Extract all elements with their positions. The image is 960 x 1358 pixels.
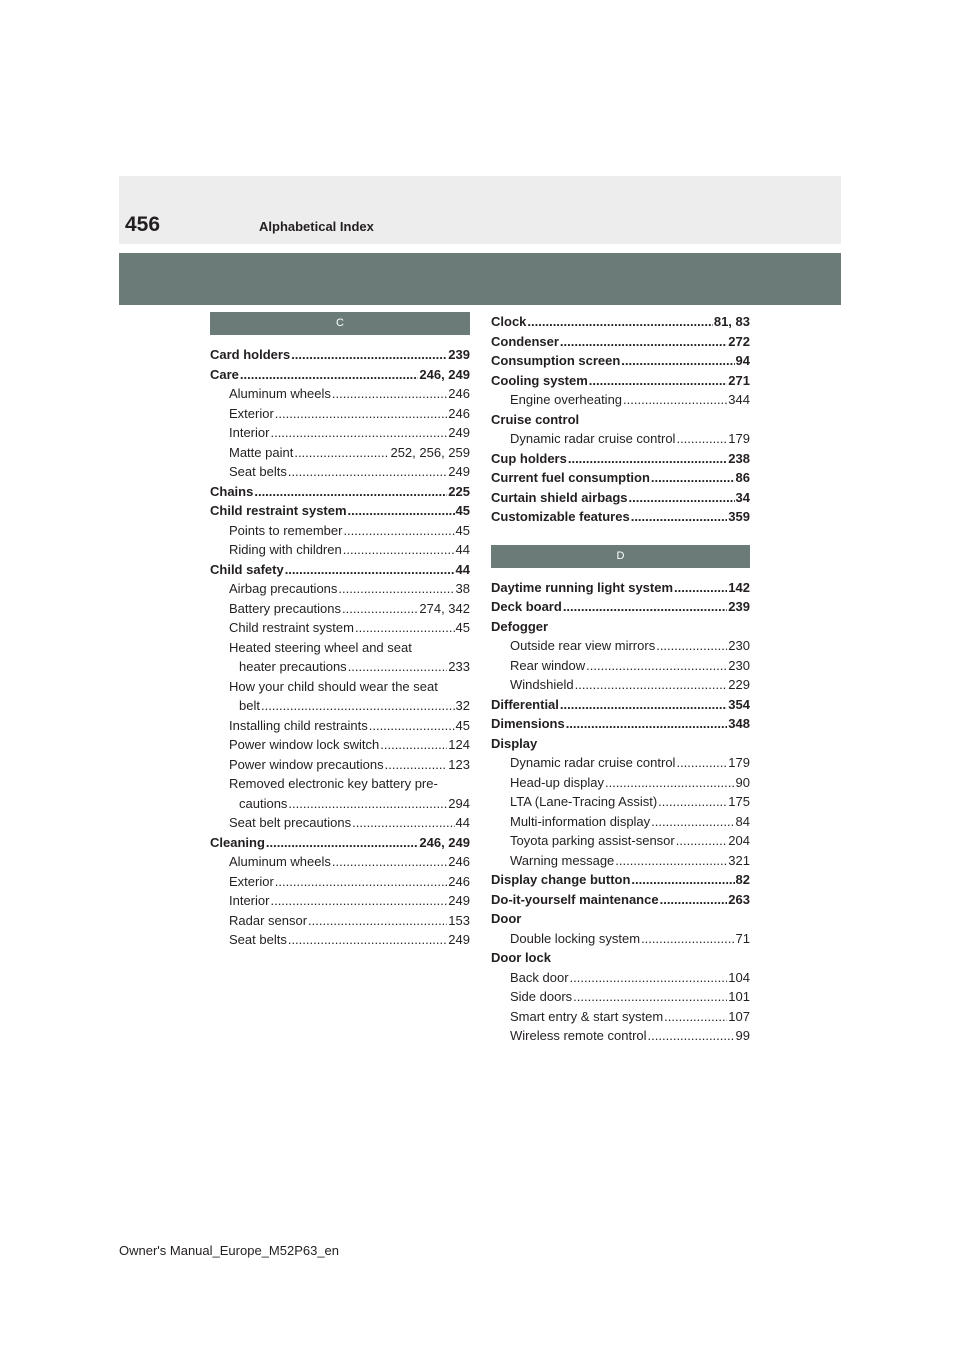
index-subentry xyxy=(210,677,470,697)
entry-label: Display xyxy=(491,735,538,751)
index-subentry xyxy=(210,540,470,560)
page-reference: 45 xyxy=(455,503,470,518)
dot-leader xyxy=(332,852,447,872)
page-reference: 348 xyxy=(728,716,750,731)
index-entry xyxy=(491,332,750,352)
entry-label: Door xyxy=(491,911,522,926)
dot-leader xyxy=(275,404,448,424)
page-reference: 86 xyxy=(735,470,750,485)
entry-label: Aluminum wheels xyxy=(229,854,331,869)
page-reference: 225 xyxy=(448,483,470,499)
page-reference: 263 xyxy=(728,891,750,907)
entry-label: Card holders xyxy=(210,347,291,362)
index-subentry xyxy=(491,1007,750,1027)
entry-label: Dynamic radar cruise control xyxy=(510,431,676,446)
entry-label: Child restraint system xyxy=(210,503,347,518)
index-subentry xyxy=(210,384,470,404)
dot-leader xyxy=(568,449,727,469)
index-subentry xyxy=(210,618,470,638)
dot-leader xyxy=(342,599,418,619)
page-reference: 44 xyxy=(455,542,470,557)
page-reference: 153 xyxy=(448,912,470,928)
dot-leader xyxy=(380,735,447,755)
page-reference: 249 xyxy=(448,425,470,440)
index-entry xyxy=(491,695,750,715)
index-subentry xyxy=(210,911,470,931)
dot-leader xyxy=(385,755,448,775)
entry-label: Cooling system xyxy=(491,372,588,388)
index-entry xyxy=(210,482,470,502)
entry-label: Daytime running light system xyxy=(491,579,674,595)
index-subentry xyxy=(210,930,470,950)
dot-leader xyxy=(343,521,454,541)
dot-leader xyxy=(615,851,727,871)
page-reference: 233 xyxy=(448,659,470,674)
entry-label: Installing child restraints xyxy=(229,717,368,733)
entry-label: Chains xyxy=(210,483,254,499)
entry-label: Dimensions xyxy=(491,716,565,731)
index-entry xyxy=(491,371,750,391)
dot-leader xyxy=(676,831,728,851)
page-reference: 294 xyxy=(448,795,470,811)
dot-leader xyxy=(651,812,734,832)
entry-label: Care xyxy=(210,366,239,382)
dot-leader xyxy=(288,794,447,814)
entry-label: Radar sensor xyxy=(229,912,308,928)
dot-leader xyxy=(629,488,735,508)
entry-label: Exterior xyxy=(229,873,274,889)
entry-label: How your child should wear the seat xyxy=(229,678,438,694)
page-reference: 354 xyxy=(728,696,750,712)
dot-leader xyxy=(355,618,455,638)
entry-label: Deck board xyxy=(491,599,562,614)
page-reference: 249 xyxy=(448,893,470,908)
page-reference: 246 xyxy=(448,405,470,421)
dot-leader xyxy=(656,636,727,656)
entry-label: Interior xyxy=(229,893,270,908)
dot-leader xyxy=(332,384,447,404)
dot-leader xyxy=(352,813,454,833)
entry-label: Differential xyxy=(491,696,559,712)
entry-label: Back door xyxy=(510,969,569,985)
letter-header-d: D xyxy=(491,545,750,568)
index-column-right xyxy=(491,312,750,1046)
dot-leader xyxy=(348,501,455,521)
index-entry xyxy=(210,365,470,385)
index-subentry xyxy=(210,638,470,658)
dot-leader xyxy=(369,716,455,736)
index-subentry xyxy=(210,443,470,463)
dot-leader xyxy=(343,540,455,560)
dot-leader xyxy=(631,870,734,890)
entry-label: Condenser xyxy=(491,333,559,349)
entry-label: Cruise control xyxy=(491,411,580,427)
entry-label: LTA (Lane-Tracing Assist) xyxy=(510,794,658,809)
index-subentry xyxy=(210,521,470,541)
index-subentry xyxy=(491,773,750,793)
index-subentry xyxy=(210,774,470,794)
page-reference: 179 xyxy=(728,431,750,446)
index-entry xyxy=(491,870,750,890)
entry-label: Exterior xyxy=(229,405,274,421)
page-reference: 272 xyxy=(728,333,750,349)
index-subentry xyxy=(210,716,470,736)
page-reference: 123 xyxy=(448,756,470,772)
index-subentry xyxy=(210,872,470,892)
index-entry xyxy=(210,501,470,521)
index-subentry xyxy=(210,813,470,833)
entry-label: Power window precautions xyxy=(229,756,384,772)
index-entry xyxy=(491,449,750,469)
dot-leader xyxy=(294,443,389,463)
page-reference: 101 xyxy=(728,989,750,1004)
entry-label: Battery precautions xyxy=(229,600,342,616)
dot-leader xyxy=(658,792,727,812)
index-subentry xyxy=(210,755,470,775)
index-subentry xyxy=(210,794,470,814)
dot-leader xyxy=(291,345,447,365)
dot-leader xyxy=(338,579,454,599)
header-band xyxy=(119,176,841,244)
page-reference: 45 xyxy=(455,522,470,538)
index-subentry xyxy=(210,423,470,443)
entry-label: Removed electronic key battery pre- xyxy=(229,776,438,791)
entry-label: Do-it-yourself maintenance xyxy=(491,891,659,907)
page-reference: 142 xyxy=(728,579,750,595)
dot-leader xyxy=(621,351,734,371)
index-subentry xyxy=(210,462,470,482)
index-entry xyxy=(491,410,750,430)
index-entry xyxy=(491,312,750,332)
dot-leader xyxy=(288,930,447,950)
dot-leader xyxy=(589,371,728,391)
dot-leader xyxy=(623,390,727,410)
index-entry xyxy=(491,351,750,371)
entry-label: Child safety xyxy=(210,561,284,577)
index-subentry xyxy=(210,696,470,716)
index-column-left xyxy=(210,312,470,950)
page-reference: 44 xyxy=(455,561,470,577)
dot-leader xyxy=(631,507,728,527)
index-entry xyxy=(491,507,750,527)
page-reference: 344 xyxy=(728,392,750,407)
page-reference: 239 xyxy=(448,347,470,362)
dot-leader xyxy=(270,423,447,443)
index-subentry xyxy=(210,579,470,599)
dot-leader xyxy=(641,929,734,949)
page-reference: 238 xyxy=(728,450,750,466)
dot-leader xyxy=(570,968,728,988)
index-subentry xyxy=(210,852,470,872)
dot-leader xyxy=(261,696,455,716)
page-reference: 44 xyxy=(455,815,470,830)
index-subentry xyxy=(491,968,750,988)
index-entry xyxy=(491,714,750,734)
dot-leader xyxy=(308,911,447,931)
page-reference: 45 xyxy=(455,717,470,733)
entry-label: Defogger xyxy=(491,618,549,634)
page-reference: 274, 342 xyxy=(419,600,470,616)
index-subentry xyxy=(491,929,750,949)
entry-label: heater precautions xyxy=(239,659,347,674)
entry-label: Windshield xyxy=(510,677,574,692)
dot-leader xyxy=(527,312,712,332)
entry-label: Curtain shield airbags xyxy=(491,489,628,505)
index-subentry xyxy=(491,812,750,832)
section-title: Alphabetical Index xyxy=(259,219,374,234)
index-subentry xyxy=(210,735,470,755)
entry-label: Interior xyxy=(229,425,270,440)
entry-label: Wireless remote control xyxy=(510,1028,647,1043)
dot-leader xyxy=(560,332,727,352)
entry-label: Current fuel consumption xyxy=(491,470,650,485)
index-entry xyxy=(491,617,750,637)
page-number: 456 xyxy=(125,213,161,236)
page-reference: 104 xyxy=(728,969,750,985)
entry-label: Cup holders xyxy=(491,450,567,466)
page-reference: 82 xyxy=(735,872,750,887)
entry-label: Side doors xyxy=(510,989,573,1004)
page-reference: 45 xyxy=(455,620,470,635)
index-subentry xyxy=(491,851,750,871)
page-reference: 321 xyxy=(728,852,750,868)
index-entry xyxy=(491,597,750,617)
index-entry xyxy=(491,948,750,968)
page-reference: 229 xyxy=(728,677,750,692)
entry-label: Matte paint xyxy=(229,444,294,460)
page-reference: 359 xyxy=(728,509,750,524)
page-reference: 249 xyxy=(448,932,470,947)
index-entry xyxy=(210,560,470,580)
page-reference: 179 xyxy=(728,755,750,770)
entry-label: Clock xyxy=(491,314,527,329)
page-reference: 230 xyxy=(728,638,750,653)
entry-label: Seat belts xyxy=(229,464,287,479)
dot-leader xyxy=(348,657,448,677)
dot-leader xyxy=(648,1026,735,1046)
dot-leader xyxy=(676,429,727,449)
dot-leader xyxy=(254,482,447,502)
page-reference: 230 xyxy=(728,657,750,673)
page-reference: 246 xyxy=(448,873,470,889)
dot-leader xyxy=(566,714,728,734)
index-subentry xyxy=(491,390,750,410)
letter-header-c: C xyxy=(210,312,470,335)
dot-leader xyxy=(285,560,455,580)
footer-manual-id: Owner's Manual_Europe_M52P63_en xyxy=(119,1243,340,1258)
index-entry xyxy=(491,578,750,598)
index-entry xyxy=(491,909,750,929)
index-entry xyxy=(210,345,470,365)
dot-leader xyxy=(266,833,418,853)
index-subentry xyxy=(491,831,750,851)
index-subentry xyxy=(491,675,750,695)
index-subentry xyxy=(491,792,750,812)
page-reference: 252, 256, 259 xyxy=(390,444,470,460)
index-subentry xyxy=(491,429,750,449)
entry-label: Display change button xyxy=(491,872,631,887)
page-reference: 94 xyxy=(735,353,750,368)
dot-leader xyxy=(563,597,727,617)
index-subentry xyxy=(491,753,750,773)
entry-label: Heated steering wheel and seat xyxy=(229,639,412,655)
index-entry xyxy=(210,833,470,853)
dot-leader xyxy=(605,773,735,793)
index-entry xyxy=(491,734,750,754)
index-subentry xyxy=(491,1026,750,1046)
page-reference: 71 xyxy=(735,930,750,946)
entry-label: Engine overheating xyxy=(510,392,623,407)
dot-leader xyxy=(575,675,728,695)
entry-label: Aluminum wheels xyxy=(229,386,331,401)
entry-label: Seat belt precautions xyxy=(229,815,352,830)
entry-label: Warning message xyxy=(510,852,615,868)
page-reference: 175 xyxy=(728,794,750,809)
page-reference: 90 xyxy=(735,774,750,790)
entry-label: Cleaning xyxy=(210,834,265,850)
dot-leader xyxy=(288,462,447,482)
index-subentry xyxy=(210,891,470,911)
dot-leader xyxy=(664,1007,727,1027)
entry-label: Points to remember xyxy=(229,522,343,538)
entry-label: Dynamic radar cruise control xyxy=(510,755,676,770)
index-entry xyxy=(491,468,750,488)
index-entry xyxy=(491,890,750,910)
chapter-band xyxy=(119,253,841,305)
index-subentry xyxy=(491,636,750,656)
entry-label: belt xyxy=(239,698,260,713)
entry-label: Double locking system xyxy=(510,930,641,946)
dot-leader xyxy=(651,468,735,488)
entry-label: cautions xyxy=(239,795,288,811)
page-reference: 249 xyxy=(448,464,470,479)
page-reference: 239 xyxy=(728,599,750,614)
index-subentry xyxy=(210,404,470,424)
dot-leader xyxy=(240,365,418,385)
index-subentry xyxy=(210,657,470,677)
entry-label: Door lock xyxy=(491,950,551,965)
entry-label: Smart entry & start system xyxy=(510,1008,664,1024)
entry-label: Toyota parking assist-sensor xyxy=(510,833,675,848)
dot-leader xyxy=(560,695,727,715)
entry-label: Head-up display xyxy=(510,774,604,790)
entry-label: Rear window xyxy=(510,657,586,673)
page-reference: 124 xyxy=(448,737,470,752)
page-reference: 246, 249 xyxy=(419,366,470,382)
page-reference: 34 xyxy=(735,489,750,505)
index-subentry xyxy=(210,599,470,619)
dot-leader xyxy=(660,890,728,910)
entry-label: Child restraint system xyxy=(229,620,354,635)
dot-leader xyxy=(586,656,727,676)
entry-label: Multi-information display xyxy=(510,813,651,829)
page-reference: 246, 249 xyxy=(419,834,470,850)
entry-label: Airbag precautions xyxy=(229,581,338,596)
page-reference: 84 xyxy=(735,813,750,829)
page-reference: 246 xyxy=(448,386,470,401)
dot-leader xyxy=(573,987,727,1007)
index-subentry xyxy=(491,656,750,676)
index-entry xyxy=(491,488,750,508)
page-reference: 246 xyxy=(448,854,470,869)
entry-label: Riding with children xyxy=(229,542,342,557)
page-reference: 271 xyxy=(728,372,750,388)
page-reference: 204 xyxy=(728,833,750,848)
dot-leader xyxy=(270,891,447,911)
page-reference: 81, 83 xyxy=(713,314,750,329)
page-reference: 107 xyxy=(728,1008,750,1024)
entry-label: Customizable features xyxy=(491,509,630,524)
entry-label: Power window lock switch xyxy=(229,737,380,752)
entry-label: Seat belts xyxy=(229,932,287,947)
entry-label: Outside rear view mirrors xyxy=(510,638,656,653)
page-reference: 32 xyxy=(455,698,470,713)
dot-leader xyxy=(674,578,727,598)
page-reference: 99 xyxy=(735,1028,750,1043)
dot-leader xyxy=(275,872,448,892)
dot-leader xyxy=(676,753,727,773)
entry-label: Consumption screen xyxy=(491,353,621,368)
page-reference: 38 xyxy=(455,581,470,596)
index-subentry xyxy=(491,987,750,1007)
